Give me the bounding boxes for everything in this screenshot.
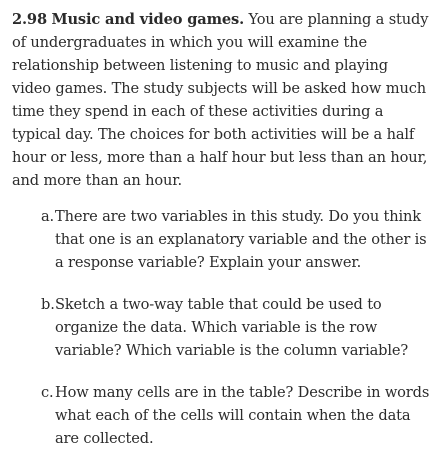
part-a-label: a.: [41, 208, 55, 225]
exercise-title: Music and video games.: [51, 11, 245, 28]
exercise-number: 2.98: [12, 11, 47, 28]
part-a-text: There are two variables in this study. Do you think that one is an explanatory variable and the other is a response variable? Explain your answer.: [55, 208, 427, 271]
exercise-block: [12, 8, 430, 450]
exercise-intro: [12, 8, 430, 192]
part-b-label: b.: [41, 296, 55, 313]
part-c: [12, 381, 430, 450]
part-a: [12, 205, 430, 274]
part-b: [12, 293, 430, 362]
exercise-intro-text: You are planning a study of undergraduates in which you will examine the relationship between listening to music and playing video games. The study subjects will be asked how much time they spend in each of these activities during a typical day. The choices for both activities will be a half hour or less, more than a half hour but less than an hour, and more than an hour.: [12, 11, 429, 189]
part-c-label: c.: [41, 384, 54, 401]
exercise-parts: [12, 205, 430, 450]
part-b-text: Sketch a two-way table that could be used to organize the data. Which variable is the row variable? Which variable is the column variable?: [55, 296, 409, 359]
part-c-text: How many cells are in the table? Describe in words what each of the cells will contain when the data are collected.: [55, 384, 430, 447]
